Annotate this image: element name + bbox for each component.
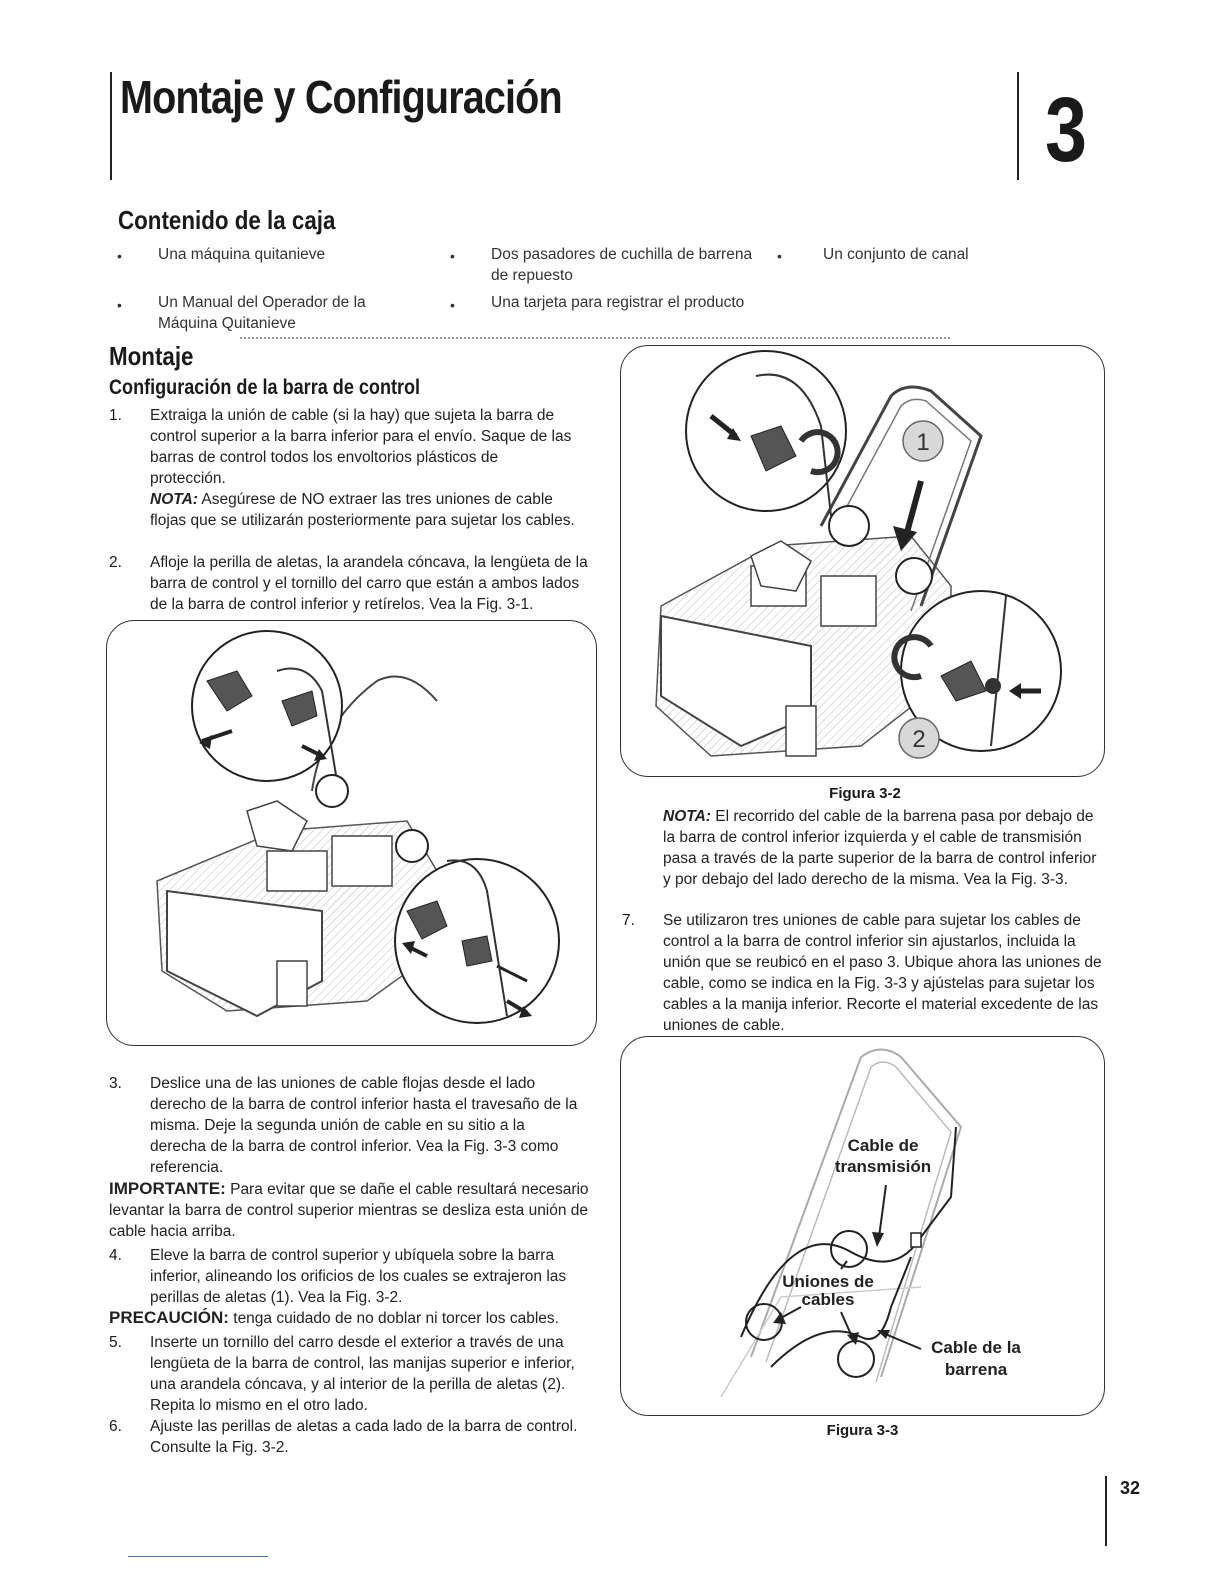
bullet: • [117, 248, 122, 264]
step-4-text: Eleve la barra de control superior y ubíquela sobre la barra inferior, alineando los orificios de los cuales se extrajeron las perillas de aletas (1). Vea la Fig. 3-2. [150, 1247, 567, 1306]
importante-label: IMPORTANTE: [109, 1179, 226, 1198]
callout-2: 2 [912, 726, 926, 753]
label-cable-transmision-line1: Cable de [847, 1136, 919, 1155]
label-cable-barrena-line2: barrena [944, 1360, 1008, 1379]
page-title: Montaje y Configuración [120, 71, 562, 123]
figure-3-2 [620, 345, 1105, 777]
section-divider [240, 337, 950, 339]
figure-3-2-illustration [621, 346, 1104, 776]
step-number: 6. [109, 1418, 122, 1435]
precaucion-note [109, 1307, 599, 1329]
figure-3-3-caption: Figura 3-3 [826, 1422, 899, 1439]
step-7-text: Se utilizaron tres uniones de cable para sujetar los cables de control a la barra de control inferior sin ajustarlos, incluida la unión que se reubicó en el paso 3. Ubique ahora las uniones de cable, como se indica en la Fig. 3-3 y ajústelas para sujetar los cables a la manija inferior. Recorte el material excedente de las uniones de cable. [663, 912, 1102, 1034]
header-rule-right [1017, 72, 1019, 180]
step-2-text: Afloje la perilla de aletas, la arandela cóncava, la lengüeta de la barra de control y el tornillo del carro que están a ambos lados de la barra de control inferior y retírelos. Vea la Fig. 3-1. [150, 554, 588, 613]
label-cable-transmision-line2: transmisión [834, 1157, 932, 1176]
label-uniones-line1: Uniones de [782, 1272, 874, 1291]
nota-2-text: El recorrido del cable de la barrena pasa por debajo de la barra de control inferior izquierda y el cable de transmisión pasa a través de la parte superior de la barra de control inferior y por debajo del lado derecho de la misma. Vea la Fig. 3-3. [663, 808, 1097, 888]
box-item-shear-pins: Dos pasadores de cuchilla de barrena de repuesto [491, 246, 753, 284]
box-item-chute: Un conjunto de canal [823, 246, 969, 263]
bullet: • [450, 248, 455, 264]
step-number: 4. [109, 1247, 122, 1264]
chapter-number: 3 [1045, 79, 1087, 181]
nota-2 [663, 806, 1098, 890]
footer-link-line [128, 1556, 268, 1557]
step-6-text: Ajuste las perillas de aletas a cada lado de la barra de control. Consulte la Fig. 3-2. [150, 1418, 578, 1456]
callout-1: 1 [916, 429, 930, 456]
nota-1 [150, 489, 575, 531]
bullet: • [777, 248, 782, 264]
figure-3-1 [106, 620, 597, 1046]
step-number: 5. [109, 1334, 122, 1351]
header-rule-left [110, 72, 112, 180]
precaucion-text: tenga cuidado de no doblar ni torcer los cables. [228, 1310, 559, 1327]
figure-3-2-caption: Figura 3-2 [829, 785, 901, 802]
figure-3-3 [620, 1036, 1105, 1416]
box-item-manual: Un Manual del Operador de la Máquina Quitanieve [158, 294, 366, 332]
footer-rule [1105, 1476, 1107, 1546]
importante-note [109, 1178, 589, 1242]
figure-3-1-illustration [107, 621, 596, 1045]
control-bar-subheading: Configuración de la barra de control [109, 376, 421, 399]
bullet: • [450, 297, 455, 313]
label-uniones-line2: cables [801, 1290, 855, 1309]
label-cable-barrena-line1: Cable de la [931, 1338, 1021, 1357]
box-item-registration-card: Una tarjeta para registrar el producto [491, 294, 745, 311]
nota-1-label: NOTA: [150, 491, 198, 508]
page-number: 32 [1120, 1478, 1141, 1498]
step-3-text: Deslice una de las uniones de cable flojas desde el lado derecho de la barra de control inferior hasta el travesaño de la misma. Deje la segunda unión de cable en su sitio a la derecha de la barra de control inferior. Vea la Fig. 3-3 como referencia. [150, 1075, 578, 1176]
precaucion-label: PRECAUCIÓN: [109, 1308, 229, 1327]
step-number: 1. [109, 407, 122, 424]
box-item-machine: Una máquina quitanieve [158, 246, 326, 263]
importante-text: Para evitar que se dañe el cable resultará necesario levantar la barra de control superior mientras se desliza esta unión de cable hacia arriba. [109, 1181, 589, 1240]
step-1-text: Extraiga la unión de cable (si la hay) que sujeta la barra de control superior a la barra inferior para el envío. Saque de las barras de control todos los envoltorios plásticos de protección. [150, 407, 572, 487]
nota-1-text: Asegúrese de NO extraer las tres uniones de cable flojas que se utilizarán posteriormente para sujetar los cables. [150, 491, 575, 529]
montaje-heading: Montaje [109, 341, 194, 371]
step-number: 3. [109, 1075, 122, 1092]
step-number: 7. [622, 912, 635, 929]
step-5-text: Inserte un tornillo del carro desde el exterior a través de una lengüeta de la barra de control, las manijas superior e inferior, una arandela cóncava, y al interior de la perilla de aletas (2). Repita lo mismo en el otro lado. [150, 1334, 575, 1414]
box-contents-heading: Contenido de la caja [118, 205, 336, 235]
step-number: 2. [109, 554, 122, 571]
bullet: • [117, 297, 122, 313]
figure-3-3-illustration [621, 1037, 1104, 1415]
nota-2-label: NOTA: [663, 808, 711, 825]
